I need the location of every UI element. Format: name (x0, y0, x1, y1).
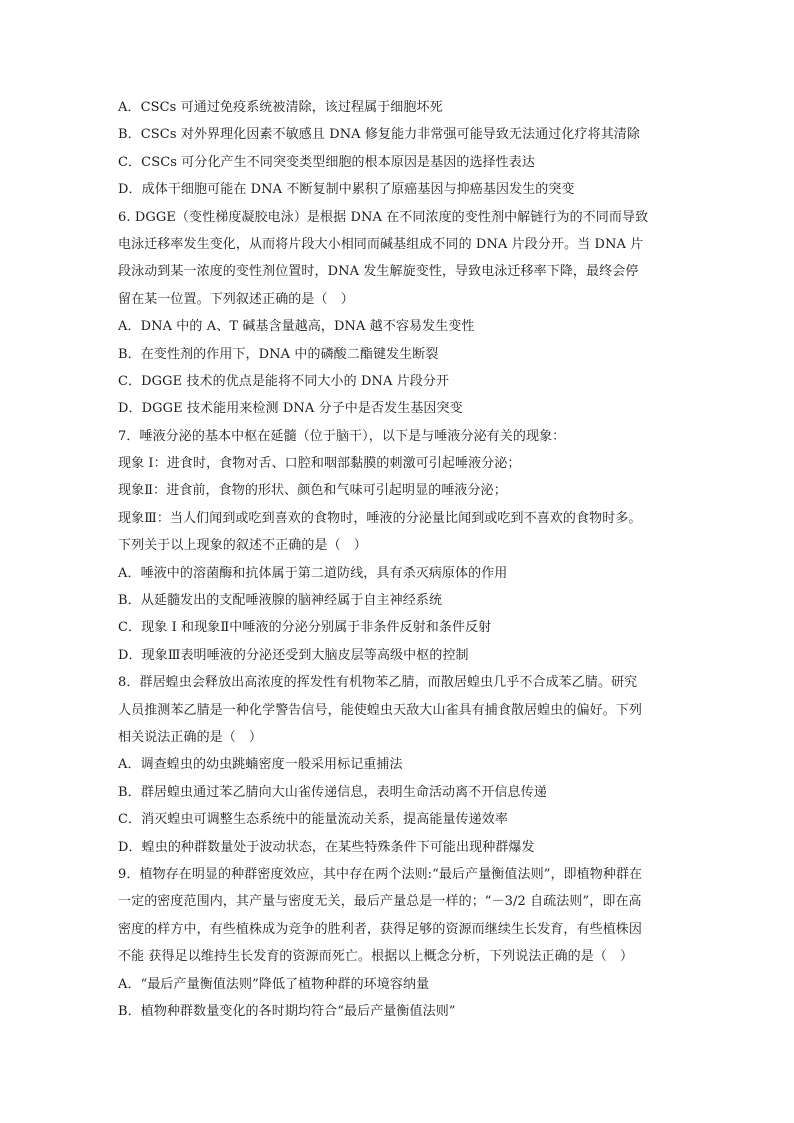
q8-stem-line-2: 人员推测苯乙腈是一种化学警告信号，能使蝗虫天敌大山雀具有捕食散居蝗虫的偏好。下列 (118, 702, 643, 718)
q7-phenomenon-2: 现象Ⅱ：进食前，食物的形状、颜色和气味可引起明显的唾液分泌； (118, 483, 507, 499)
q7-stem-question: 下列关于以上现象的叙述不正确的是（ ） (118, 538, 367, 554)
q7-stem-line-1: 7．唾液分泌的基本中枢在延髓（位于脑干），以下是与唾液分泌有关的现象： (118, 428, 566, 444)
q5-option-a: A．CSCs 可通过免疫系统被清除，该过程属于细胞坏死 (118, 100, 443, 115)
q7-phenomenon-1: 现象 I：进食时，食物对舌、口腔和咽部黏膜的刺激可引起唾液分泌； (118, 456, 521, 472)
q9-stem-line-2: 一定的密度范围内，其产量与密度无关，最后产量总是一样的；“－3/2 自疏法则”，即在高 (118, 894, 642, 910)
q8-option-b: B．群居蝗虫通过苯乙腈向大山雀传递信息，表明生命活动离不开信息传递 (118, 784, 547, 800)
q7-option-d: D．现象Ⅲ表明唾液的分泌还受到大脑皮层等高级中枢的控制 (118, 647, 469, 663)
q6-stem-line-1: 6. DGGE（变性梯度凝胶电泳）是根据 DNA 在不同浓度的变性剂中解链行为的不同而导致 (118, 209, 649, 225)
q8-stem-line-1: 8．群居蝗虫会释放出高浓度的挥发性有机物苯乙腈，而散居蝗虫几乎不合成苯乙腈。研究 (118, 675, 638, 691)
q5-option-d: D．成体干细胞可能在 DNA 不断复制中累积了原癌基因与抑癌基因发生的突变 (118, 182, 575, 198)
q6-option-a: A．DNA 中的 A、T 碱基含量越高，DNA 越不容易发生变性 (118, 319, 475, 335)
q6-option-c: C．DGGE 技术的优点是能将不同大小的 DNA 片段分开 (118, 373, 450, 389)
q9-stem-line-3: 密度的样方中，有些植株成为竞争的胜利者，获得足够的资源而继续生长发育，有些植株因 (118, 921, 643, 937)
q8-option-a: A．调查蝗虫的幼虫跳蝻密度一般采用标记重捕法 (118, 757, 403, 773)
q9-option-a: A．“最后产量衡值法则”降低了植物种群的环境容纳量 (118, 976, 430, 992)
q9-stem-line-1: 9．植物存在明显的种群密度效应，其中存在两个法则:“最后产量衡值法则”，即植物种群在 (118, 866, 643, 882)
q5-option-c: C．CSCs 可分化产生不同突变类型细胞的根本原因是基因的选择性表达 (118, 154, 535, 170)
q7-option-a: A．唾液中的溶菌酶和抗体属于第二道防线，具有杀灭病原体的作用 (118, 565, 508, 581)
q9-option-b: B．植物种群数量变化的各时期均符合“最后产量衡值法则” (118, 1003, 456, 1019)
q8-option-c: C．消灭蝗虫可调整生态系统中的能量流动关系，提高能量传递效率 (118, 812, 508, 828)
q5-option-b: B．CSCs 对外界理化因素不敏感且 DNA 修复能力非常强可能导致无法通过化疗将其清除 (118, 127, 641, 143)
q7-option-c: C．现象 I 和现象Ⅱ中唾液的分泌分别属于非条件反射和条件反射 (118, 620, 492, 636)
q8-stem-line-3: 相关说法正确的是（ ） (118, 729, 263, 745)
q6-stem-line-2: 电泳迁移率发生变化，从而将片段大小相同而碱基组成不同的 DNA 片段分开。当 DNA 片 (118, 236, 644, 252)
document-page (118, 94, 678, 1025)
q8-option-d: D．蝗虫的种群数量处于波动状态，在某些特殊条件下可能出现种群爆发 (118, 839, 535, 855)
q9-stem-line-4: 不能 获得足以维持生长发育的资源而死亡。根据以上概念分析，下列说法正确的是（ ） (118, 949, 634, 965)
q6-option-b: B．在变性剂的作用下，DNA 中的磷酸二酯键发生断裂 (118, 346, 439, 362)
q7-phenomenon-3: 现象Ⅲ：当人们闻到或吃到喜欢的食物时，唾液的分泌量比闻到或吃到不喜欢的食物时多。 (118, 510, 642, 526)
q6-option-d: D．DGGE 技术能用来检测 DNA 分子中是否发生基因突变 (118, 401, 463, 417)
q7-option-b: B．从延髓发出的支配唾液腺的脑神经属于自主神经系统 (118, 593, 443, 609)
q6-stem-line-4: 留在某一位置。下列叙述正确的是（ ） (118, 291, 354, 307)
q6-stem-line-3: 段泳动到某一浓度的变性剂位置时，DNA 发生解旋变性，导致电泳迁移率下降，最终会停 (118, 264, 639, 280)
